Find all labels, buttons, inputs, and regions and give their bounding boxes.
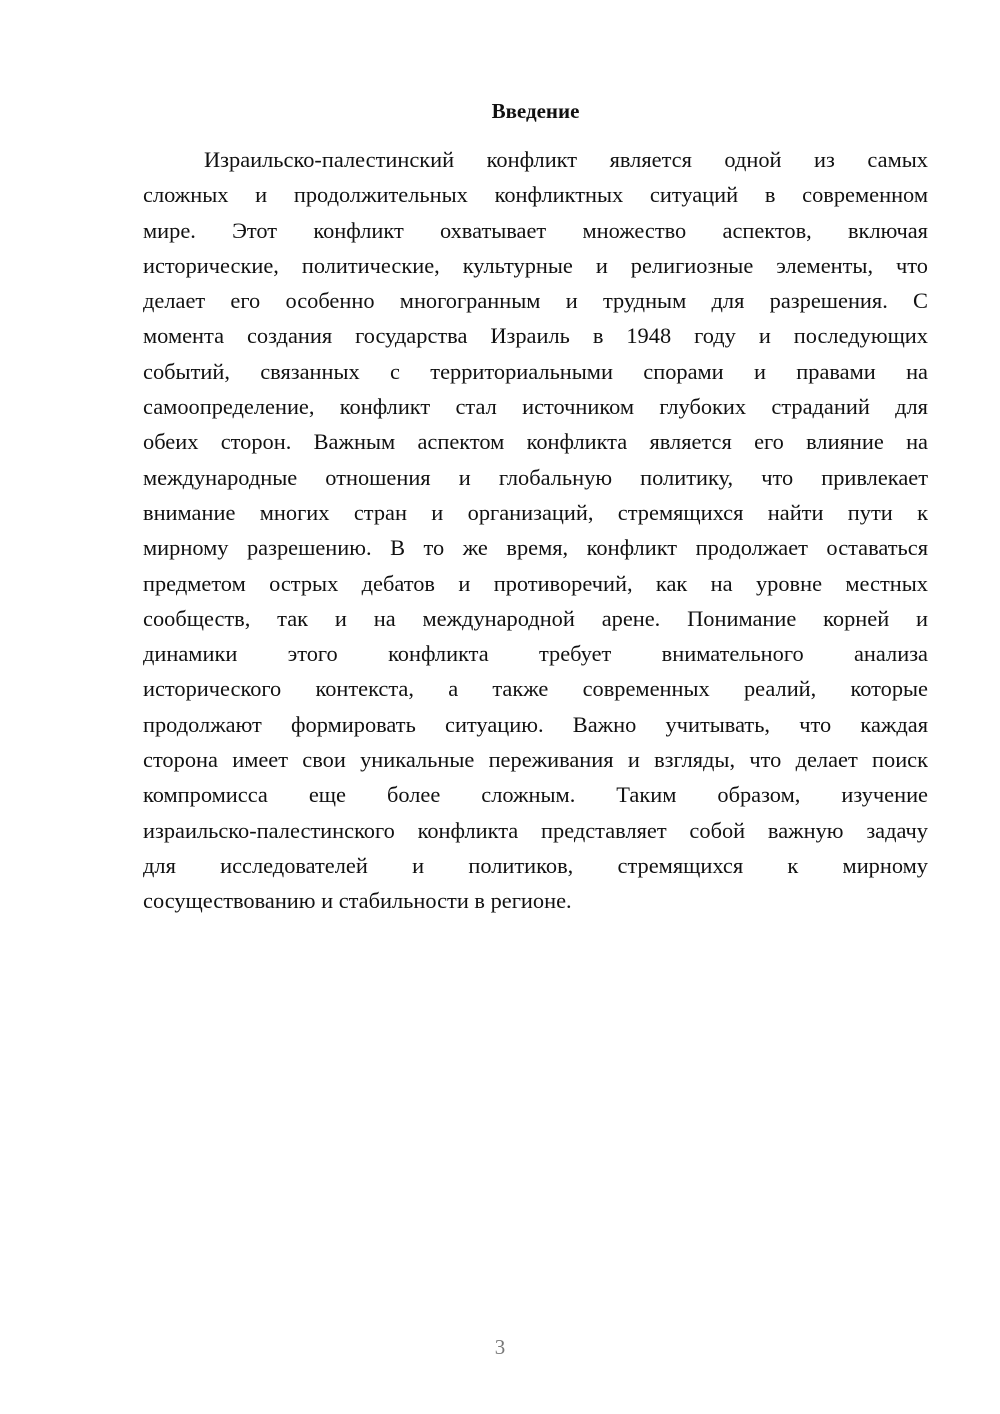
paragraph-line: международные отношения и глобальную политику, что привлекает [143, 464, 928, 490]
paragraph-line: продолжают формировать ситуацию. Важно учитывать, что каждая [143, 711, 928, 737]
paragraph-line: делает его особенно многогранным и трудным для разрешения. С [143, 288, 928, 314]
paragraph-line: сложных и продолжительных конфликтных ситуаций в современном [143, 182, 928, 208]
page-number: 3 [494, 1335, 506, 1359]
paragraph-line: Израильско-палестинский конфликт является одной из самых [204, 147, 928, 172]
paragraph-line: мире. Этот конфликт охватывает множество аспектов, включая [143, 217, 928, 243]
paragraph-line: сосуществованию и стабильности в регионе. [143, 888, 572, 914]
paragraph-line: исторического контекста, а также современных реалий, которые [143, 676, 928, 702]
paragraph-line: динамики этого конфликта требует внимательного анализа [143, 641, 928, 667]
paragraph-line: самоопределение, конфликт стал источником глубоких страданий для [143, 394, 928, 420]
section-heading: Введение [491, 99, 580, 123]
paragraph-line: для исследователей и политиков, стремящихся к мирному [143, 852, 928, 878]
paragraph-line: событий, связанных с территориальными спорами и правами на [143, 358, 928, 384]
paragraph-line: компромисса еще более сложным. Таким образом, изучение [143, 782, 928, 808]
paragraph-line: момента создания государства Израиль в 1948 году и последующих [143, 323, 928, 349]
paragraph-line: обеих сторон. Важным аспектом конфликта является его влияние на [143, 429, 928, 455]
paragraph-line: сторона имеет свои уникальные переживания и взгляды, что делает поиск [143, 747, 928, 773]
paragraph-line: сообществ, так и на международной арене. Понимание корней и [143, 605, 928, 631]
paragraph-line: исторические, политические, культурные и религиозные элементы, что [143, 252, 928, 278]
body-paragraph [143, 142, 928, 919]
paragraph-line: израильско-палестинского конфликта представляет собой важную задачу [143, 817, 928, 843]
paragraph-line: предметом острых дебатов и противоречий, как на уровне местных [143, 570, 928, 596]
paragraph-line: мирному разрешению. В то же время, конфликт продолжает оставаться [143, 535, 928, 561]
paragraph-line: внимание многих стран и организаций, стремящихся найти пути к [143, 499, 928, 525]
